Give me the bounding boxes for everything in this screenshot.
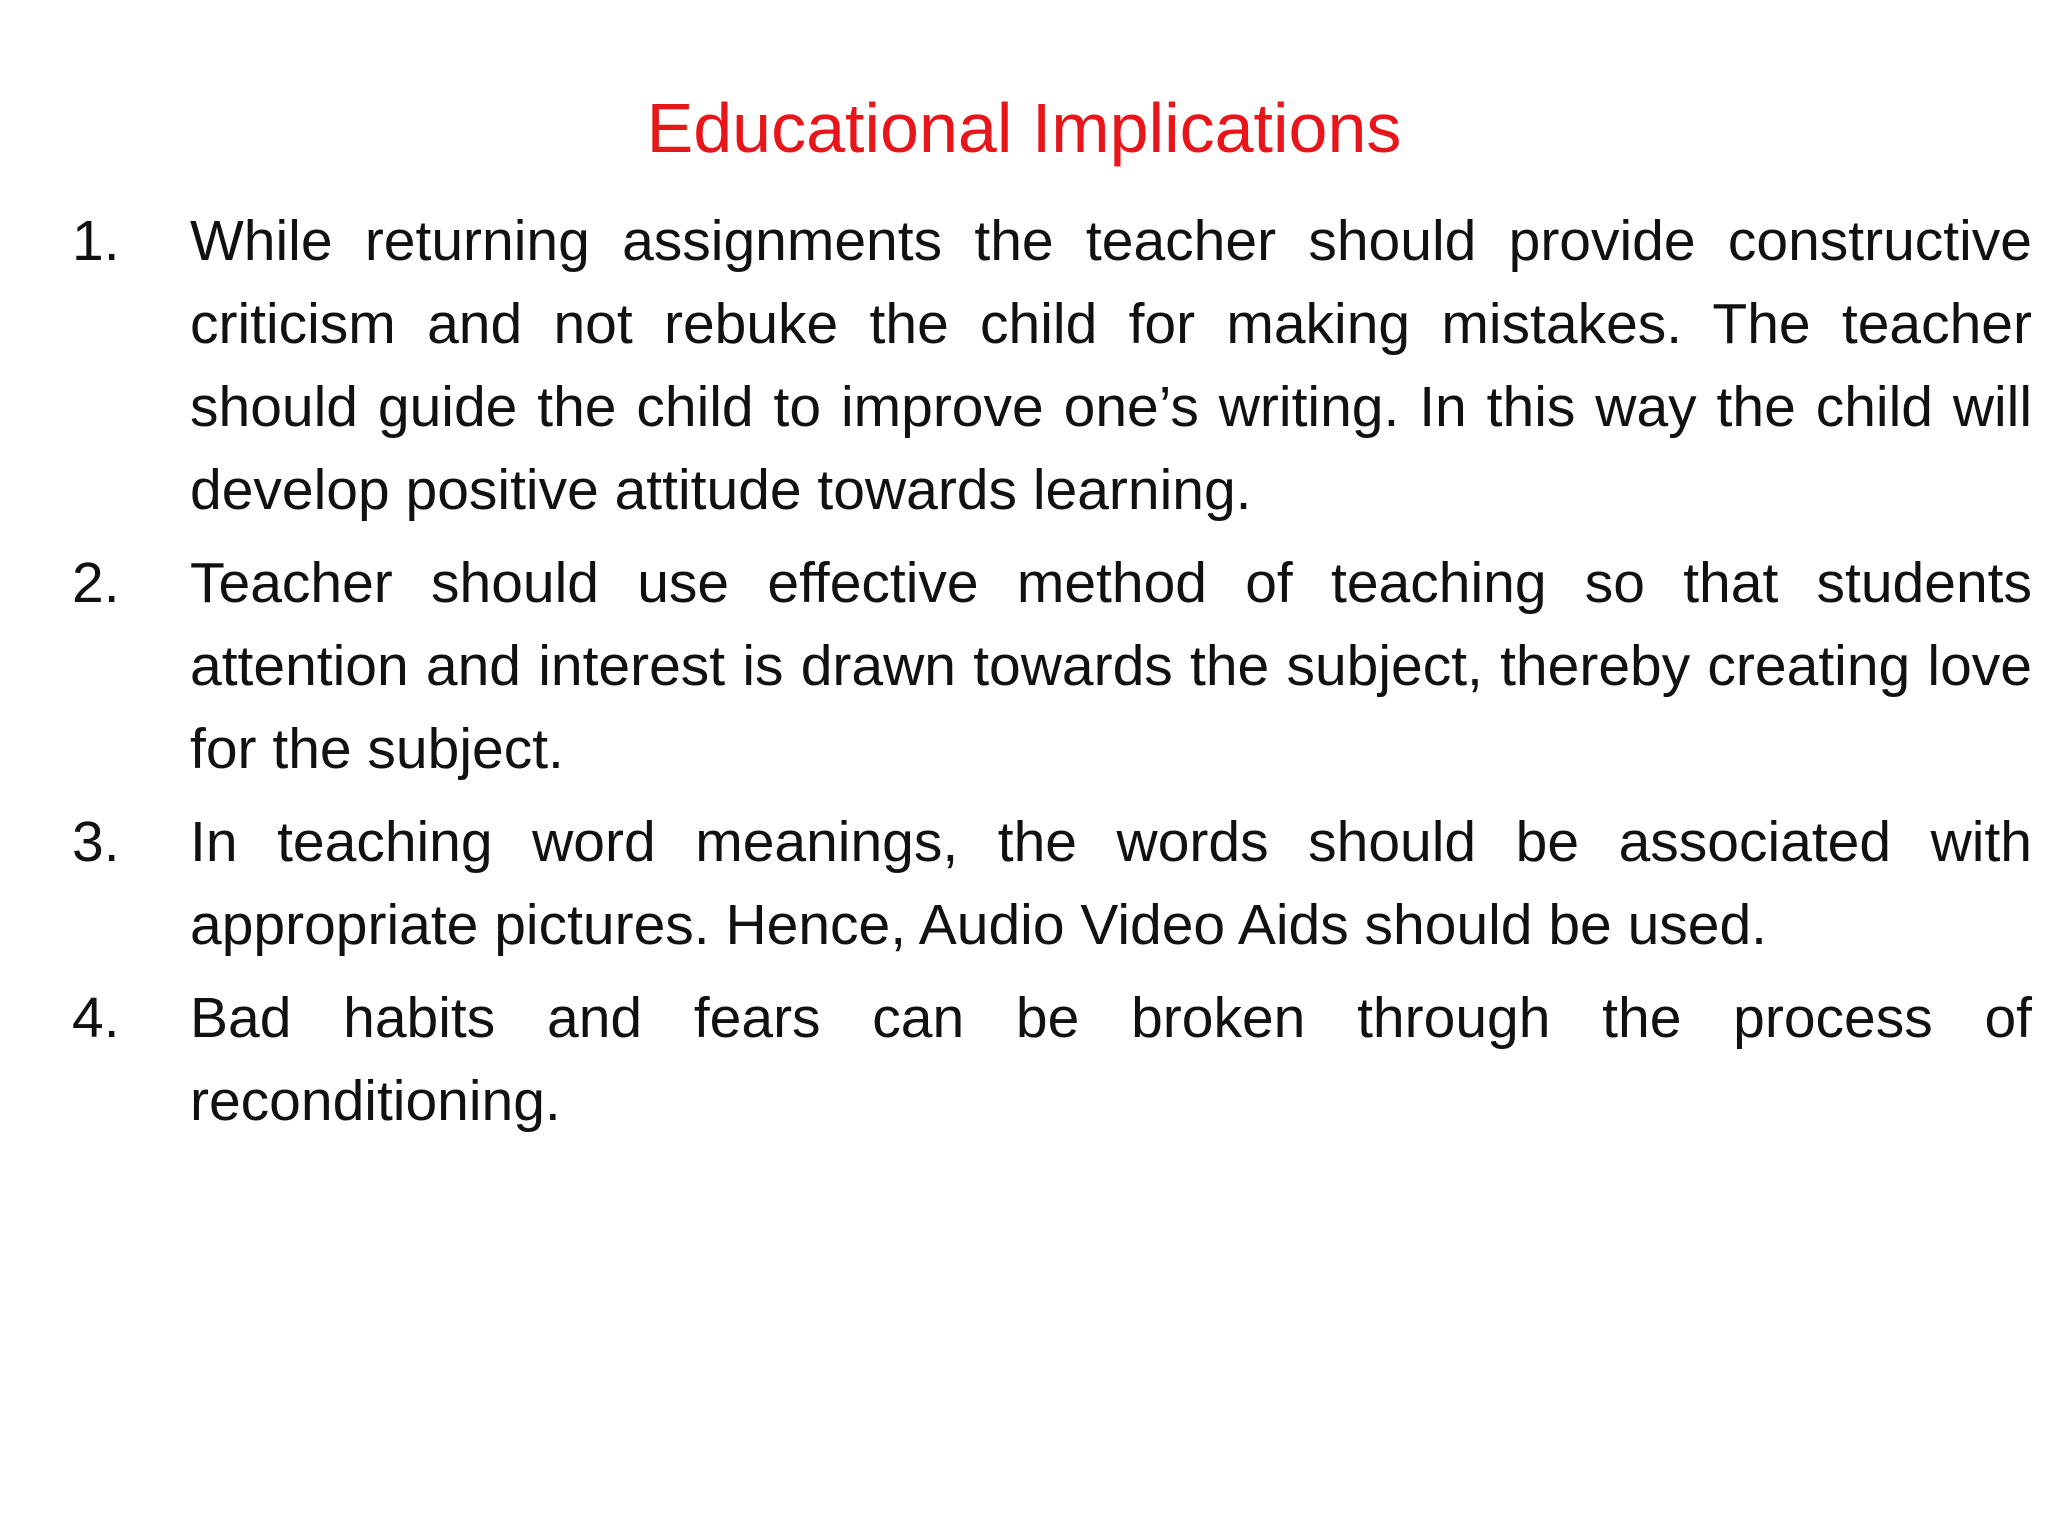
item-text: Bad habits and fears can be broken through the process of reconditioning. (190, 986, 2032, 1133)
item-text: While returning assignments the teacher should provide constructive criticism and not rebuke the child for making mistakes. The teacher should guide the child to improve one’s writing. In this way the child will develop positive attitude towards learning. (190, 209, 2032, 522)
slide-title: Educational Implications (646, 89, 1402, 167)
item-text: In teaching word meanings, the words should be associated with appropriate pictures. Hence, Audio Video Aids should be used. (190, 810, 2032, 957)
implications-list (0, 200, 2048, 1153)
item-text: Teacher should use effective method of teaching so that students attention and interest is drawn towards the subject, thereby creating love for the subject. (190, 551, 2032, 781)
list-item (0, 200, 2048, 532)
list-item (0, 977, 2048, 1143)
list-item (0, 542, 2048, 791)
item-number: 1. (72, 209, 120, 273)
item-number: 3. (72, 810, 120, 874)
list-item (0, 801, 2048, 967)
item-number: 4. (72, 986, 120, 1050)
item-number: 2. (72, 551, 120, 615)
